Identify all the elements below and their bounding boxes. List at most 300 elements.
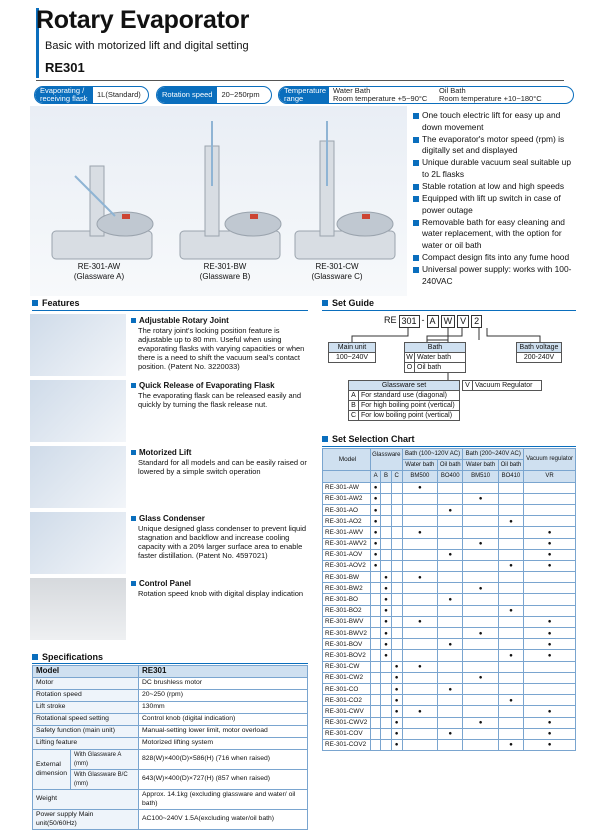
option-cell: [391, 493, 402, 504]
option-cell: ●: [391, 728, 402, 739]
option-cell: ●: [498, 605, 523, 616]
option-cell: ●: [391, 739, 402, 750]
glassware-set-box: Glassware set A For standard use (diagonal) B For high boiling point (vertical) C For low boiling point (vertical): [348, 380, 460, 421]
selection-row: [323, 728, 576, 739]
option-cell: [524, 583, 576, 594]
caption-bw: RE-301-BW (Glassware B): [199, 262, 251, 281]
bullet-item: Removable bath for easy cleaning and water replacement, with the option for water or oil bath: [412, 217, 577, 252]
model-code-breakdown: RE 301 - A W V 2: [384, 315, 482, 328]
model-cell: RE-301-AO: [323, 504, 371, 515]
option-cell: [371, 661, 381, 672]
option-cell: [402, 493, 437, 504]
option-cell: [463, 661, 498, 672]
selection-row: [323, 549, 576, 560]
option-cell: [437, 605, 462, 616]
option-cell: [524, 572, 576, 583]
feature-body: Standard for all models and can be easily raised or lowered by a simple switch operation: [138, 458, 307, 476]
option-cell: [381, 504, 391, 515]
option-cell: [381, 728, 391, 739]
pill-key: Temperature range: [279, 87, 329, 103]
option-cell: ●: [371, 516, 381, 527]
option-cell: ●: [463, 493, 498, 504]
option-cell: [437, 661, 462, 672]
option-cell: [402, 639, 437, 650]
option-cell: [524, 504, 576, 515]
option-cell: [498, 728, 523, 739]
option-cell: [437, 583, 462, 594]
feature-image-lift: [30, 446, 126, 508]
selection-row: [323, 650, 576, 661]
model-cell: RE-301-AWV2: [323, 538, 371, 549]
spec-head-value: RE301: [138, 666, 307, 678]
bullet-item: The evaporator's motor speed (rpm) is digitally set and displayed: [412, 134, 577, 157]
option-cell: [437, 672, 462, 683]
model-cell: RE-301-AW: [323, 482, 371, 493]
selection-row: [323, 706, 576, 717]
model-cell: RE-301-CO: [323, 683, 371, 694]
model-cell: RE-301-CW: [323, 661, 371, 672]
option-cell: [437, 650, 462, 661]
option-cell: [371, 605, 381, 616]
option-cell: [371, 695, 381, 706]
specifications-table: Model RE301 Motor DC brushless motor Rotation speed 20~250 (rpm) Lift stroke 130mm Rotational speed setting Control knob (digital indication) Safety function (main unit) Manual-setting lower limit, motor overload Lifting feature Motorized lifting system External dimension With Glassware A (mm) 828(W)×400(D)×586(H) (716 when raised) With Glassware B/C (mm) 643(W)×400(D)×727(H) (857 when raised) Weight Approx. 14.1kg (excluding glassware and water/ oil bath) Power supply Main unit(50/60Hz) AC100~240V 1.5A(excluding water/oil bath): [32, 665, 308, 830]
option-cell: ●: [437, 504, 462, 515]
bath-voltage-box: Bath voltage 200-240V: [516, 342, 562, 363]
option-cell: [381, 706, 391, 717]
option-cell: [381, 560, 391, 571]
option-cell: [498, 594, 523, 605]
model-cell: RE-301-CO2: [323, 695, 371, 706]
model-cell: RE-301-AOV2: [323, 560, 371, 571]
selection-row: [323, 583, 576, 594]
caption-aw: RE-301-AW (Glassware A): [73, 262, 125, 281]
feature-bullet-list: [412, 110, 577, 288]
option-cell: [371, 583, 381, 594]
selection-row: [323, 538, 576, 549]
option-cell: [381, 538, 391, 549]
option-cell: [437, 628, 462, 639]
option-cell: [371, 717, 381, 728]
pill-value: 1L(Standard): [97, 90, 141, 99]
option-cell: ●: [524, 728, 576, 739]
selection-row: [323, 516, 576, 527]
selection-row: [323, 572, 576, 583]
option-cell: [498, 672, 523, 683]
vacuum-regulator-box: V Vacuum Regulator: [462, 380, 542, 391]
option-cell: ●: [371, 560, 381, 571]
option-cell: [463, 549, 498, 560]
option-cell: [391, 616, 402, 627]
option-cell: [498, 538, 523, 549]
option-cell: [463, 594, 498, 605]
option-cell: [498, 504, 523, 515]
option-cell: [498, 661, 523, 672]
selection-row: [323, 739, 576, 750]
selection-row: [323, 616, 576, 627]
feature-image-flask-release: [30, 380, 126, 442]
option-cell: ●: [402, 706, 437, 717]
option-cell: ●: [437, 639, 462, 650]
option-cell: [402, 549, 437, 560]
option-cell: ●: [498, 739, 523, 750]
option-cell: [437, 616, 462, 627]
option-cell: ●: [371, 504, 381, 515]
option-cell: [463, 616, 498, 627]
option-cell: [402, 605, 437, 616]
feature-image-condenser: [30, 512, 126, 574]
option-cell: [524, 683, 576, 694]
bullet-item: Equipped with lift up switch in case of power outage: [412, 193, 577, 216]
option-cell: [371, 650, 381, 661]
option-cell: [463, 728, 498, 739]
model-cell: RE-301-AWV: [323, 527, 371, 538]
option-cell: [463, 683, 498, 694]
option-cell: [437, 560, 462, 571]
option-cell: [437, 538, 462, 549]
option-cell: [524, 493, 576, 504]
option-cell: ●: [381, 639, 391, 650]
selection-row: [323, 560, 576, 571]
model-cell: RE-301-AO2: [323, 516, 371, 527]
option-cell: [402, 504, 437, 515]
setguide-heading: Set Guide: [322, 298, 374, 308]
bullet-item: Stable rotation at low and high speeds: [412, 181, 577, 193]
feature-body: The evaporating flask can be released easily and quickly by turning the flask release nut.: [138, 391, 302, 409]
option-cell: [381, 695, 391, 706]
option-cell: ●: [391, 661, 402, 672]
feature-body: Rotation speed knob with digital display indication: [138, 589, 304, 598]
option-cell: ●: [498, 516, 523, 527]
feature-title: Control Panel: [131, 579, 191, 588]
option-cell: ●: [391, 683, 402, 694]
option-cell: [437, 516, 462, 527]
option-cell: [524, 661, 576, 672]
pill-value-water: Water Bath Room temperature +5~90°C: [333, 86, 428, 103]
bullet-item: Unique durable vacuum seal suitable up to 2L flasks: [412, 157, 577, 180]
option-cell: ●: [498, 560, 523, 571]
bullet-item: Compact design fits into any fume hood: [412, 252, 577, 264]
option-cell: [391, 628, 402, 639]
option-cell: [381, 672, 391, 683]
option-cell: [498, 616, 523, 627]
option-cell: [391, 549, 402, 560]
pill-key: Evaporating / receiving flask: [35, 87, 93, 103]
feature-image-rotary-joint: [30, 314, 126, 376]
option-cell: ●: [463, 628, 498, 639]
option-cell: [463, 650, 498, 661]
option-cell: [391, 572, 402, 583]
specs-heading: Specifications: [32, 652, 103, 662]
option-cell: ●: [524, 650, 576, 661]
option-cell: [437, 695, 462, 706]
option-cell: ●: [437, 549, 462, 560]
selchart-rule: [322, 446, 576, 447]
model-cell: RE-301-BWV: [323, 616, 371, 627]
option-cell: ●: [524, 538, 576, 549]
option-cell: [463, 695, 498, 706]
feature-title: Adjustable Rotary Joint: [131, 316, 229, 325]
option-cell: ●: [437, 728, 462, 739]
option-cell: ●: [381, 605, 391, 616]
selection-row: [323, 661, 576, 672]
spec-pill-rotation: [156, 86, 272, 104]
model-cell: RE-301-CWV: [323, 706, 371, 717]
option-cell: ●: [463, 717, 498, 728]
option-cell: [524, 695, 576, 706]
option-cell: [381, 482, 391, 493]
option-cell: [402, 683, 437, 694]
option-cell: [391, 560, 402, 571]
option-cell: ●: [402, 482, 437, 493]
option-cell: [463, 560, 498, 571]
option-cell: [402, 717, 437, 728]
setguide-rule: [322, 310, 576, 311]
option-cell: [524, 594, 576, 605]
option-cell: [498, 717, 523, 728]
option-cell: ●: [371, 493, 381, 504]
option-cell: ●: [402, 572, 437, 583]
option-cell: [463, 739, 498, 750]
option-cell: ●: [437, 594, 462, 605]
option-cell: [437, 493, 462, 504]
page-subtitle: Basic with motorized lift and digital setting: [45, 40, 249, 52]
features-rule: [32, 310, 308, 311]
model-cell: RE-301-CWV2: [323, 717, 371, 728]
option-cell: ●: [371, 538, 381, 549]
option-cell: [391, 583, 402, 594]
option-cell: [463, 527, 498, 538]
option-cell: [498, 527, 523, 538]
selection-row: [323, 605, 576, 616]
option-cell: ●: [437, 683, 462, 694]
option-cell: [381, 683, 391, 694]
option-cell: ●: [381, 616, 391, 627]
page-title: Rotary Evaporator: [36, 6, 250, 34]
option-cell: [498, 583, 523, 594]
pill-value: 20~250rpm: [221, 90, 260, 99]
option-cell: ●: [402, 616, 437, 627]
option-cell: [371, 639, 381, 650]
set-selection-table: Model Glassware Bath (100~120V AC) Bath (200~240V AC) Vacuum regulator Water bath Oil bath Water bath Oil bath A B C BM500 BO400 BM510 BO410 VR RE-301-AW ● ● RE-301-AW2 ● ● RE-301-AO ● ● RE-301-AO2 ● ● RE-301-AWV ● ● ● RE-301-AWV2 ● ● ● RE-301-AOV ● ● ● RE-301-AOV2 ● ● ● RE-301-BW ● ● RE-301-BW2 ● ● RE-301-BO ● ● RE-301-BO2 ● ● RE-301-BWV ● ● ● RE-301-BWV2 ● ● ● RE-301-BOV ● ● ● RE-301-BOV2 ● ● ● RE-301-CW ● ● RE-301-CW2 ● ● RE-301-CO ● ● RE-301-CO2 ● ● RE-301-CWV ● ● ● RE-301-CWV2 ● ● ● RE-301-COV ● ● ● RE-301-COV2 ● ● ●: [322, 448, 576, 751]
option-cell: ●: [524, 616, 576, 627]
caption-cw: RE-301-CW (Glassware C): [311, 262, 363, 281]
option-cell: [463, 504, 498, 515]
option-cell: ●: [381, 650, 391, 661]
feature-body: Unique designed glass condenser to prevent liquid stagnation and backflow and increase cooling capacity with a 20% larger surface area to enable faster distillation. (Patent No. 4597021): [138, 524, 307, 560]
option-cell: [524, 672, 576, 683]
option-cell: ●: [371, 527, 381, 538]
option-cell: [371, 616, 381, 627]
option-cell: [381, 739, 391, 750]
option-cell: [463, 516, 498, 527]
option-cell: ●: [391, 706, 402, 717]
selection-rows: [323, 482, 576, 751]
option-cell: [437, 739, 462, 750]
selection-row: [323, 594, 576, 605]
selection-row: [323, 717, 576, 728]
option-cell: [524, 605, 576, 616]
option-cell: ●: [381, 583, 391, 594]
option-cell: [402, 628, 437, 639]
bath-box: Bath W Water bath O Oil bath: [404, 342, 466, 373]
option-cell: [381, 549, 391, 560]
option-cell: [437, 717, 462, 728]
option-cell: ●: [381, 628, 391, 639]
option-cell: ●: [498, 695, 523, 706]
model-cell: RE-301-BWV2: [323, 628, 371, 639]
feature-image-control-panel: [30, 578, 126, 640]
option-cell: [391, 605, 402, 616]
option-cell: [498, 628, 523, 639]
option-cell: [381, 661, 391, 672]
option-cell: [437, 572, 462, 583]
selection-row: [323, 695, 576, 706]
model-code: RE301: [45, 60, 85, 75]
option-cell: [463, 482, 498, 493]
features-heading: Features: [32, 298, 80, 308]
option-cell: ●: [524, 639, 576, 650]
model-cell: RE-301-COV2: [323, 739, 371, 750]
option-cell: ●: [463, 538, 498, 549]
option-cell: [437, 527, 462, 538]
option-cell: [498, 683, 523, 694]
option-cell: [371, 683, 381, 694]
pill-value-oil: Oil Bath Room temperature +10~180°C: [439, 86, 542, 103]
spec-pill-flask: [34, 86, 149, 104]
main-unit-box: Main unit 100~240V: [328, 342, 376, 363]
model-cell: RE-301-AOV: [323, 549, 371, 560]
option-cell: [524, 516, 576, 527]
option-cell: [498, 482, 523, 493]
option-cell: [402, 560, 437, 571]
selection-row: [323, 527, 576, 538]
option-cell: [371, 628, 381, 639]
model-cell: RE-301-CW2: [323, 672, 371, 683]
option-cell: [498, 549, 523, 560]
model-cell: RE-301-BO2: [323, 605, 371, 616]
option-cell: [402, 583, 437, 594]
selection-row: [323, 672, 576, 683]
option-cell: [381, 516, 391, 527]
option-cell: [371, 572, 381, 583]
header-divider: [36, 80, 564, 81]
selection-row: [323, 482, 576, 493]
selection-row: [323, 639, 576, 650]
option-cell: [498, 572, 523, 583]
option-cell: ●: [524, 549, 576, 560]
option-cell: [463, 639, 498, 650]
option-cell: [402, 538, 437, 549]
option-cell: [391, 516, 402, 527]
model-cell: RE-301-BW2: [323, 583, 371, 594]
option-cell: [437, 706, 462, 717]
option-cell: [381, 527, 391, 538]
option-cell: [402, 739, 437, 750]
spec-head-model: Model: [33, 666, 139, 678]
feature-title: Glass Condenser: [131, 514, 205, 523]
feature-title: Quick Release of Evaporating Flask: [131, 381, 275, 390]
option-cell: [463, 706, 498, 717]
option-cell: ●: [391, 672, 402, 683]
option-cell: [391, 504, 402, 515]
selection-row: [323, 628, 576, 639]
option-cell: ●: [402, 527, 437, 538]
option-cell: [381, 493, 391, 504]
product-photo-area: [30, 106, 407, 296]
option-cell: [381, 717, 391, 728]
option-cell: [402, 594, 437, 605]
option-cell: [402, 650, 437, 661]
option-cell: [371, 728, 381, 739]
option-cell: [498, 706, 523, 717]
option-cell: [371, 672, 381, 683]
option-cell: ●: [463, 583, 498, 594]
bullet-item: One touch electric lift for easy up and down movement: [412, 110, 577, 133]
option-cell: ●: [524, 717, 576, 728]
option-cell: ●: [463, 672, 498, 683]
option-cell: ●: [524, 706, 576, 717]
option-cell: [391, 594, 402, 605]
option-cell: [498, 493, 523, 504]
selchart-heading: Set Selection Chart: [322, 434, 415, 444]
option-cell: ●: [381, 594, 391, 605]
model-cell: RE-301-BOV2: [323, 650, 371, 661]
option-cell: [391, 538, 402, 549]
option-cell: ●: [524, 739, 576, 750]
option-cell: ●: [524, 560, 576, 571]
option-cell: [437, 482, 462, 493]
option-cell: [463, 605, 498, 616]
option-cell: ●: [524, 527, 576, 538]
selection-row: [323, 504, 576, 515]
option-cell: [391, 482, 402, 493]
option-cell: [498, 639, 523, 650]
model-cell: RE-301-BO: [323, 594, 371, 605]
option-cell: [391, 527, 402, 538]
selection-row: [323, 493, 576, 504]
model-cell: RE-301-COV: [323, 728, 371, 739]
model-cell: RE-301-AW2: [323, 493, 371, 504]
option-cell: [402, 516, 437, 527]
option-cell: ●: [371, 549, 381, 560]
option-cell: [371, 706, 381, 717]
feature-title: Motorized Lift: [131, 448, 191, 457]
option-cell: [371, 739, 381, 750]
spec-pill-temperature: [278, 86, 574, 104]
option-cell: [524, 482, 576, 493]
option-cell: ●: [498, 650, 523, 661]
option-cell: [371, 594, 381, 605]
model-cell: RE-301-BW: [323, 572, 371, 583]
option-cell: ●: [381, 572, 391, 583]
option-cell: [402, 695, 437, 706]
option-cell: [463, 572, 498, 583]
pill-key: Rotation speed: [157, 87, 217, 103]
option-cell: ●: [391, 695, 402, 706]
specs-rule: [32, 663, 308, 664]
option-cell: [391, 639, 402, 650]
selection-row: [323, 683, 576, 694]
feature-body: The rotary joint's locking position feature is adjustable up to 80 mm. Useful when using evaporating flasks with varying capacities or when there is a need to shift the vacuum seal's contact position. (Patent No. 3220033): [138, 326, 305, 371]
option-cell: ●: [391, 717, 402, 728]
model-cell: RE-301-BOV: [323, 639, 371, 650]
option-cell: [402, 728, 437, 739]
option-cell: [402, 672, 437, 683]
option-cell: ●: [371, 482, 381, 493]
option-cell: ●: [524, 628, 576, 639]
option-cell: [391, 650, 402, 661]
option-cell: ●: [402, 661, 437, 672]
